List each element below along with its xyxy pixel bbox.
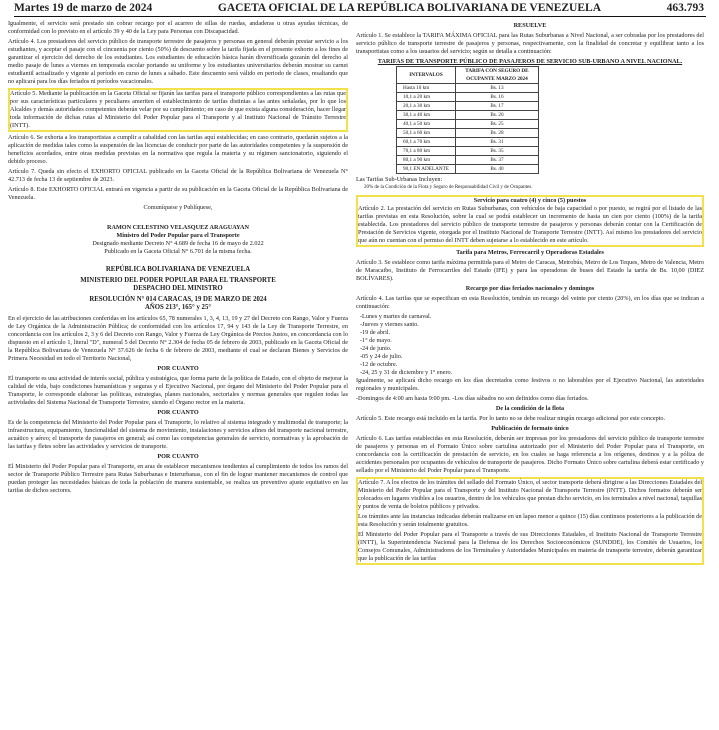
tariff-interval: 50,1 a 60 km xyxy=(397,129,456,138)
tariff-interval: 40,1 a 50 km xyxy=(397,120,456,129)
signer-role: Ministro del Poder Popular para el Transporte xyxy=(116,232,240,239)
article-2-highlighted-block xyxy=(356,195,704,247)
resuelve-heading: RESUELVE xyxy=(513,22,547,29)
includes-heading: Las Tarifas Sub-Urbanas Incluyen: xyxy=(356,176,443,183)
article-7-right-a: Artículo 7. A los efectos de los trámites del sellado del Formato Único, el sector transporte deberá dirigirse a las Direcciones Estadales del Ministerio del Poder Popular para el Transporte y del Instituto Nacional de Transporte Terrestre (INTT). Dichos formatos deberán ser colocados en lugares visibles a los usuarios, dentro de los vehículos que prestan dicho servicio, en los terminales a nivel nacional, taquillas y puntos de venta de boletos públicos y privados. xyxy=(358,479,702,510)
article-7-right-b: Los trámites ante las instancias indicadas deberán realizarse en un lapso menor a quince (15) días continuos posteriores a la publicación de esta Resolución y serán totalmente gratuitos. xyxy=(358,513,702,528)
tariff-table xyxy=(396,66,539,174)
signer-decree: Designado mediante Decreto N° 4.689 de fecha 16 de mayo de 2.022 xyxy=(92,240,264,247)
holiday-date-item: -24, 25 y 31 de diciembre y 1° enero. xyxy=(360,369,453,376)
header-rule xyxy=(14,16,706,17)
tariff-fare: Bs. 28 xyxy=(455,129,538,138)
col-intervals: INTERVALOS xyxy=(397,67,456,84)
tariff-interval: 70,1 a 80 km xyxy=(397,147,456,156)
por-cuanto-paragraph-1: El transporte es una actividad de interés social, pública y estratégica, que forma parte de la política de Estado, con el objeto de mejorar la calidad de vida, bajo condiciones humanísticas y seguras y el Ejecutivo Nacional, por órgano del Ministerio del Poder Popular para el Transporte, le corresponde elaborar las políticas, estrategias, planes nacionales, sectoriales y normas generales que regulen todas las actividades del Sistema Nacional de Transporte Terrestre, siendo el Órgano rector en la materia. xyxy=(8,375,348,406)
ministry-heading: MINISTERIO DEL PODER POPULAR PARA EL TRANSPORTE xyxy=(80,277,276,284)
holiday-date-item: -05 y 24 de julio. xyxy=(360,353,403,360)
article-5-left-highlighted: Artículo 5. Mediante la publicación en la Gaceta Oficial se fijarán las tarifas para el transporte público correspondientes a las rutas que por sus características particulares y peculiares ameriten el establecimiento de tarifas distintas a las antes señaladas, por lo que los Alcaldes y demás autoridades competentes deberán velar por su cumplimiento; en caso de que exista alguna consideración, hacer llegar toda información de dichas rutas al Ministerio del Poder Popular para el Transporte y al Instituto Nacional de Tránsito Terrestre (INTT). xyxy=(8,88,348,132)
article-1-right: Artículo 1. Se establece la TARIFA MÁXIMA OFICIAL para las Rutas Suburbanas a Nivel Nacional, a ser cobradas por los prestadores del servicio público de transporte terrestre de pasajeros y personas, respectivamente, con la finalidad de concretar y equilibrar tanto a los transportistas como a los usuarios del servicio; según se detalla a continuación: xyxy=(356,32,704,55)
tariff-fare: Bs. 25 xyxy=(455,120,538,129)
recargo-heading: Recargo por días feriados nacionales y domingos xyxy=(465,285,595,292)
signer-name: RAMON CELESTINO VELASQUEZ ARAGUAYAN xyxy=(107,224,249,231)
holiday-date-item: -Jueves y viernes santo. xyxy=(360,321,419,328)
right-column xyxy=(356,20,704,565)
domingos-paragraph: -Domingos de 4:00 am hasta 9:00 pm. -Los días sábados no son definidos como días feriados. xyxy=(356,395,589,402)
tariff-row xyxy=(397,147,539,156)
article-2-right: Artículo 2. La prestación del servicio en Rutas Suburbanas, con vehículos de baja capacidad o por puesto, se regirá por el listado de las tarifas previstas en esta Resolución, sobre la cual se podrá establecer un incremento de hasta un cien por ciento (100%) de la tarifa establecida. Los prestadores del servicio público de transporte terrestre de pasajeros y personas deberán contar con la Certificación de Prestación de Servicios vigente, otorgada por el Instituto Nacional de Transporte Terrestre (INTT). Así mismo los prestadores del servicio que aún no cuentan con el permiso del INTT deben sujetarse a lo establecido en este artículo. xyxy=(358,205,702,244)
tariff-fare: Bs. 35 xyxy=(455,147,538,156)
header-date: Martes 19 de marzo de 2024 xyxy=(14,2,153,14)
tariff-row xyxy=(397,138,539,147)
years-line: AÑOS 213°, 165° y 25° xyxy=(144,304,212,311)
header-title: GACETA OFICIAL DE LA REPÚBLICA BOLIVARIANA DE VENEZUELA xyxy=(217,2,601,14)
tariff-fare: Bs. 31 xyxy=(455,138,538,147)
article-4-left: Artículo 4. Los prestadores del servicio público de transporte terrestre de pasajeros y personas en general deberán prestar servicio a los estudiantes, y aceptar el pasaje con el cincuenta por ciento (50%) de descuento sobre la tarifa fijada en el presente exhorto a los fines de garantizar el ejercicio del derecho de los estudiantes. Los estudiantes de educación básica harán diversificada gozarán del derecho al medio pasaje de lunes a viernes en temporada escolar portando su uniforme y los estudiantes universitarios deberán mostrar su carnet estudiantil actualizado y vigente al período en curso de lunes a sábado. Este descuento será válido en periodo de clases, resaltando que no aplicará para los días feriados ni períodos vacacionales. xyxy=(8,38,348,85)
signature-block xyxy=(8,204,348,256)
holiday-date-item: -Lunes y martes de carnaval. xyxy=(360,313,432,320)
section-gap xyxy=(8,256,348,266)
capacity-heading: Servicio para cuatro (4) y cinco (5) puestos xyxy=(473,197,587,204)
tariff-fare: Bs. 16 xyxy=(455,93,538,102)
tariff-fare: Bs. 37 xyxy=(455,156,538,165)
tariff-interval: 30,1 a 40 km xyxy=(397,111,456,120)
article-8-left: Artículo 8. Este EXHORTO OFICIAL entrará en vigencia a partir de su publicación en la Gaceta Oficial de la República Bolivariana de Venezuela. xyxy=(8,186,348,201)
comuniquese-text: Comuníquese y Publíquese, xyxy=(143,204,213,211)
tariff-table-header xyxy=(397,67,539,84)
includes-item: 20% de la Condición de la Flota y Seguro de Responsabilidad Civil y de Ocupantes. xyxy=(364,185,533,190)
holiday-date-item: -1° de mayo. xyxy=(360,337,392,344)
holiday-date-item: -12 de octubre. xyxy=(360,361,398,368)
tariff-interval: 20,1 a 30 km xyxy=(397,102,456,111)
left-column xyxy=(8,20,348,497)
holiday-date-item: -24 de junio. xyxy=(360,345,392,352)
tariff-fare: Bs. 40 xyxy=(455,165,538,174)
tariff-row xyxy=(397,120,539,129)
tariff-table-body xyxy=(397,84,539,174)
metro-heading: Tarifa para Metros, Ferrocarril y Operadoras Estadales xyxy=(456,249,604,256)
article-7-left: Artículo 7. Queda sin efecto el EXHORTO OFICIAL publicado en la Gaceta Oficial de la República Bolivariana de Venezuela N° 42.713 de fecha 13 de septiembre de 2023. xyxy=(8,168,348,183)
tariff-row xyxy=(397,111,539,120)
article-7-highlighted-block xyxy=(356,477,704,565)
tariff-row xyxy=(397,165,539,174)
intro-paragraph: Igualmente, el servicio será prestado sin cobrar recargo por el acarreo de sillas de ruedas, andaderas u otras ayudas técnicas, de conformidad con lo previsto en el artículo 39 y 40 de la Ley para Personas con Discapacidad. xyxy=(8,20,348,35)
tariff-fare: Bs. 13 xyxy=(455,84,538,93)
tariff-fare: Bs. 20 xyxy=(455,111,538,120)
igualmente-paragraph: Igualmente, se aplicará dicho recargo en los días decretados como festivos o no laborables por el Ejecutivo Nacional, las autoridades regionales y municipales. xyxy=(356,377,704,392)
tariff-table-title: TARIFAS DE TRANSPORTE PÚBLICO DE PASAJEROS DE SERVICIO SUB-URBANO A NIVEL NACIONAL. xyxy=(377,58,683,65)
col-fare: TARIFA CON SEGURO DE OCUPANTE MARZO 2024 xyxy=(455,67,538,84)
article-3-right: Artículo 3. Se establece como tarifa máxima permitida para el Metro de Caracas, Metrobús, Metro de Los Teques, Metro de Valencia, Metro de Maracaibo, Instituto de Ferrocarriles del Estado (IFE) y para las operadoras de buses del Estado la tarifa de Bs. 10,00 (DIEZ BOLÍVARES). xyxy=(356,259,704,282)
por-cuanto-paragraph-3: El Ministerio del Poder Popular para el Transporte, en aras de establecer mecanismos tendientes al cumplimiento de todos los ramos del sector de Transporte Público Terrestre para Rutas Suburbanas e Interurbanas, con el fin de lograr mantener mecanismos de control que puedan proteger las necesidades básicas de toda la población de manera sustentable, se realiza un preventivo ajuste equitativo en las tarifas de dichos sectores. xyxy=(8,463,348,494)
article-4-right: Artículo 4. Las tarifas que se especifican en esta Resolución, tendrán un recargo del veinte por ciento (20%), en los días que se indican a continuación: xyxy=(356,295,704,310)
tariff-row xyxy=(397,84,539,93)
tariff-interval: 80,1 a 90 km xyxy=(397,156,456,165)
por-cuanto-paragraph-2: Es de la competencia del Ministerio del Poder Popular para el Transporte, lo relativo al sistema integrado y multimodal de transporte; la infraestructura, equipamiento, funcionalidad del sistema de movimiento, instalaciones y servicios afines del transporte nacional terrestre, acuático y aéreo; el transporte de pasajeros en general; así como las competencias generales de servicio, normativas y la aprobación de las tarifas y fletes sobre las actividades y servicios de transporte. xyxy=(8,419,348,450)
tariff-interval: 90,1 EN ADELANTE xyxy=(397,165,456,174)
flota-heading: De la condición de la flota xyxy=(495,405,565,412)
holiday-dates-list xyxy=(356,313,704,377)
por-cuanto-heading-2: POR CUANTO xyxy=(157,409,199,416)
tariff-row xyxy=(397,93,539,102)
article-6-right: Artículo 6. Las tarifas establecidas en esta Resolución, deberán ser impresas por los prestadores del servicio público de transporte terrestre de pasajeros y personas en el Formato Único sobre cartulina autorizado por el Ministerio del Poder Popular para el Transporte, en concordancia con la certificación de prestación de servicio, en los cuales se haga referencia a los orígenes, destinos y a la póliza de accidentes personales por ocupantes de vehículos de transporte de pasajeros. Dicho Formato Único sobre cartulina deberá estar certificado y sellado por el Ministerio del Poder Popular para el Transporte. xyxy=(356,435,704,474)
tariff-interval: 60,1 a 70 km xyxy=(397,138,456,147)
tariff-interval: Hasta 10 km xyxy=(397,84,456,93)
article-6-left: Artículo 6. Se exhorta a los transportistas a cumplir a cabalidad con las tarifas aquí establecidas; en caso contrario, quedarán sujetos a la aplicación de medidas tales como la suspensión de las licencias de conducir por parte de las autoridades competentes y la suspensión de beneficios acordados, entre otras medidas previstas en la normativa que regula la materia y su régimen sancionatorio, siguiendo el debido proceso. xyxy=(8,134,348,165)
exercise-paragraph: En el ejercicio de las atribuciones conferidas en los artículos 65, 78 numerales 1, 3, 4, 13, 19 y 27 del Decreto con Rango, Valor y Fuerza de Ley Orgánica de la Administración Pública; de conformidad con los artículos 17, 94 y 143 de la Ley de Transporte Terrestre, en concordancia con los artículos 2, 3 y 6 del Decreto con Rango, Valor y Fuerza de Ley Orgánica de Precios Justos, en concordancia con lo dispuesto en el artículo 1, literal "D", numeral 5 del Decreto N° 2.304 de fecha 05 de febrero de 2003, publicado en la Gaceta Oficial de la República Bolivariana de Venezuela N° 37.626 de fecha 6 de febrero de 2003, mediante el cual se declaran Bienes y Servicios de Primera Necesidad en todo el Territorio Nacional, xyxy=(8,315,348,362)
resolution-number: RESOLUCIÓN N° 014 CARACAS, 19 DE MARZO DE 2024 xyxy=(89,296,267,303)
tariff-row xyxy=(397,102,539,111)
tariff-interval: 10,1 a 20 km xyxy=(397,93,456,102)
formato-heading: Publicación de formato único xyxy=(491,425,569,432)
por-cuanto-heading-1: POR CUANTO xyxy=(157,365,199,372)
article-5-right: Artículo 5. Este recargo está incluido en la tarifa. Por lo tanto no se debe realizar ningún recargo adicional por este concepto. xyxy=(356,415,666,422)
article-7-right-c: El Ministerio del Poder Popular para el Transporte a través de sus Direcciones Estadales, el Instituto Nacional de Transporte Terrestre (INTT), la Superintendencia Nacional para la Defensa de los Derechos Socioeconómicos (SUNDDE), los Comités de Usuarios, los Consejos Comunales, Administradores de los Terminales y Autoridades Municipales en materia de transporte terrestre, deberán garantizar que la publicación de las tarifas xyxy=(358,531,702,562)
signer-gaceta: Publicado en la Gaceta Oficial N° 6.701 de la misma fecha. xyxy=(104,248,252,255)
despacho-heading: DESPACHO DEL MINISTRO xyxy=(133,285,223,292)
holiday-date-item: -19 de abril. xyxy=(360,329,391,336)
por-cuanto-heading-3: POR CUANTO xyxy=(157,453,199,460)
signature-space xyxy=(8,212,348,224)
header-page-number: 463.793 xyxy=(666,2,704,14)
tariff-row xyxy=(397,129,539,138)
republic-heading: REPÚBLICA BOLIVARIANA DE VENEZUELA xyxy=(105,266,251,273)
tariff-fare: Bs. 17 xyxy=(455,102,538,111)
tariff-row xyxy=(397,156,539,165)
